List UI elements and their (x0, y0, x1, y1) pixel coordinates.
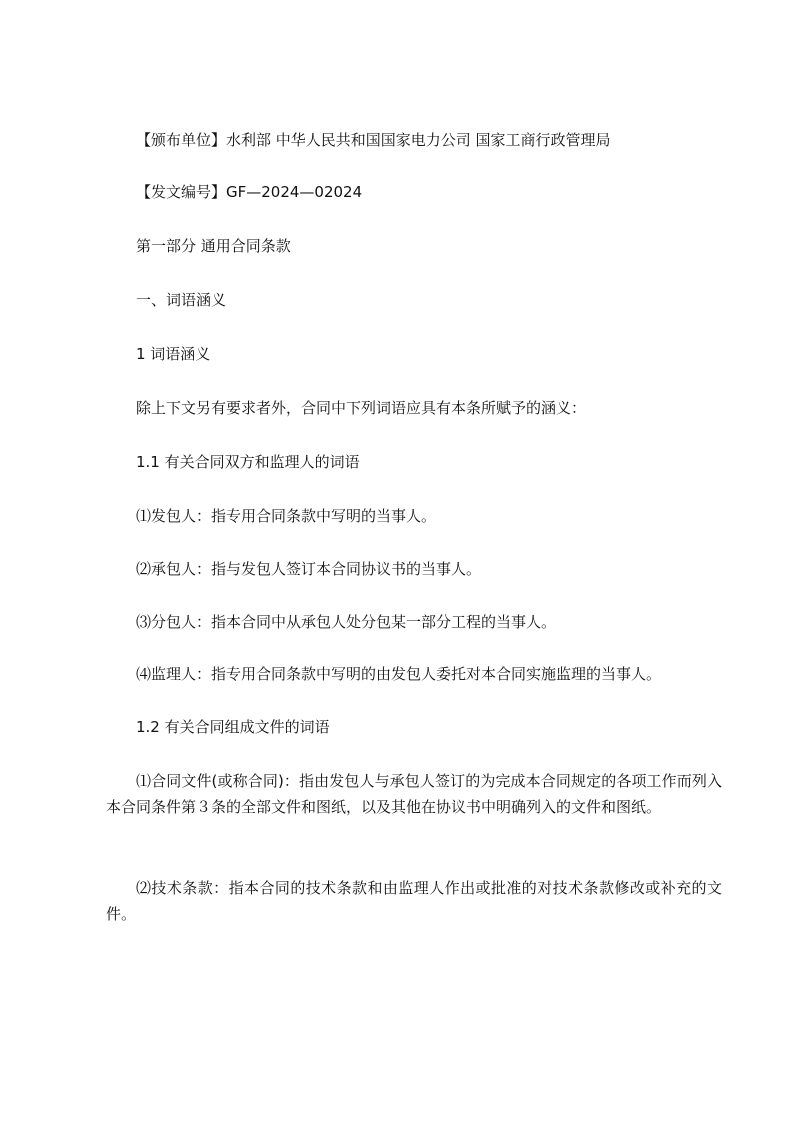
clause-heading: 1.1 有关合同双方和监理人的词语 (136, 453, 360, 471)
issuer-line: 【颁布单位】水利部 中华人民共和国国家电力公司 国家工商行政管理局 (136, 131, 611, 149)
list-item: ⑵技术条款：指本合同的技术条款和由监理人作出或批准的对技术条款修改或补充的文件。 (106, 879, 722, 923)
list-item: ⑴发包人：指专用合同条款中写明的当事人。 (136, 507, 437, 525)
intro-paragraph: 除上下文另有要求者外，合同中下列词语应具有本条所赋予的涵义： (136, 399, 587, 417)
list-item: ⑴合同文件(或称合同)：指由发包人与承包人签订的为完成本合同规定的各项工作而列入本合同条件第３条的全部文件和图纸，以及其他在协议书中明确列入的文件和图纸。 (106, 772, 722, 816)
doc-number-line: 【发文编号】GF—2024—02024 (136, 183, 363, 201)
list-item: ⑶分包人：指本合同中从承包人处分包某一部分工程的当事人。 (136, 613, 557, 631)
list-item: ⑵承包人：指与发包人签订本合同协议书的当事人。 (136, 560, 482, 578)
clause-heading: 1 词语涵义 (136, 345, 211, 363)
section-title: 一、词语涵义 (136, 291, 227, 309)
list-item: ⑷监理人：指专用合同条款中写明的由发包人委托对本合同实施监理的当事人。 (136, 665, 662, 683)
part-title: 第一部分 通用合同条款 (136, 237, 291, 255)
clause-heading: 1.2 有关合同组成文件的词语 (136, 718, 330, 736)
